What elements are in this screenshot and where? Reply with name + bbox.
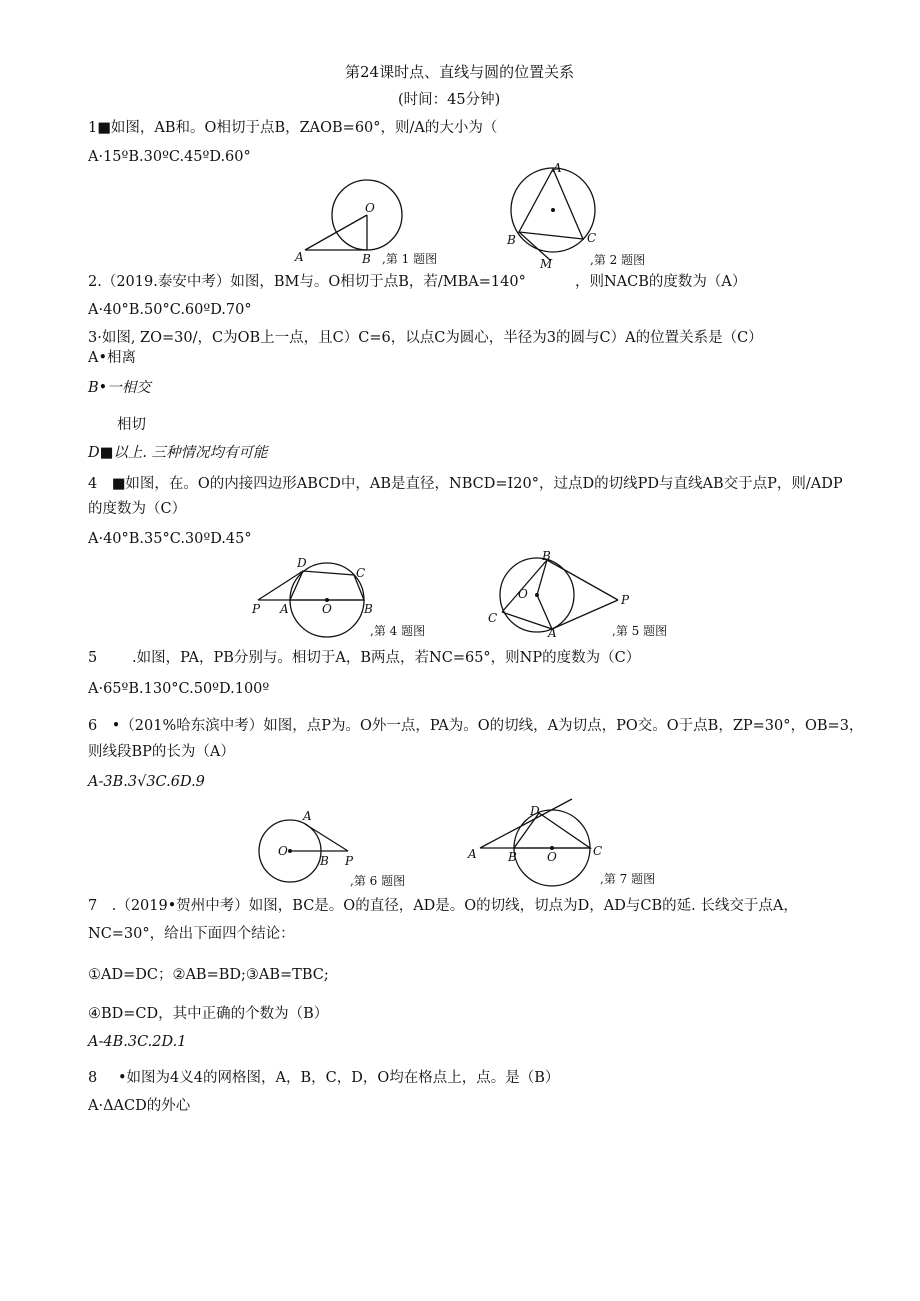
figure-1 <box>285 175 470 270</box>
q3-option-a: A•相离 <box>88 350 137 366</box>
q4-stem-line1: 4 ■如图，在。O的内接四边形ABCD中，AB是直径，NBCD=I20°，过点D的切线PD与直线AB交于点P，则/ADP <box>88 476 843 492</box>
fig7-label-o: O <box>547 850 557 864</box>
fig4-label-b: B <box>364 602 373 616</box>
figure-4 <box>250 553 450 643</box>
q6-stem-line2: 则线段BP的长为（A） <box>88 744 235 760</box>
fig1-label-a: A <box>295 250 304 264</box>
figure-2 <box>495 160 675 270</box>
q7-conclusions-2: ④BD=CD，其中正确的个数为（B） <box>88 1006 329 1022</box>
fig1-caption: ,第 1 题图 <box>382 252 438 266</box>
fig7-label-c: C <box>593 844 603 858</box>
q8-number: 8 <box>88 1070 98 1086</box>
figure-6 <box>250 805 450 890</box>
time-limit: (时间：45分钟) <box>398 92 501 108</box>
fig5-tangent-pb <box>547 560 618 600</box>
page-title: 第24课时点、直线与圆的位置关系 <box>345 63 575 81</box>
q4-options: A·40°B.35°C.30ºD.45° <box>88 531 252 547</box>
fig5-radius-oa <box>537 595 552 629</box>
fig5-tangent-pa <box>552 600 618 629</box>
q8-option-a: A·ΔACD的外心 <box>88 1098 191 1114</box>
fig2-label-c: C <box>587 231 597 245</box>
q5-stem: .如图，PA，PB分别与。相切于A，B两点，若NC=65°，则NP的度数为（C） <box>132 650 641 666</box>
fig5-chord-cb <box>502 560 547 612</box>
fig5-label-c: C <box>488 611 498 625</box>
fig7-triangle-bdc <box>514 813 590 848</box>
q7-stem-line2: NC=30°，给出下面四个结论： <box>88 926 295 942</box>
figure-7 <box>460 795 700 890</box>
fig5-label-o: O <box>518 587 528 601</box>
q1-stem: 1■如图，AB和。O相切于点B，ZAOB=60°，则/A的大小为（ <box>88 120 498 136</box>
fig1-line-ao <box>305 215 367 250</box>
fig4-quad-abcd <box>290 571 364 600</box>
fig2-label-m: M <box>540 257 553 270</box>
fig6-label-b: B <box>320 854 329 868</box>
q4-stem-line2: 的度数为（C） <box>88 501 187 517</box>
q5-number: 5 <box>88 650 98 666</box>
fig4-label-a: A <box>280 602 289 616</box>
fig7-caption: ,第 7 题图 <box>600 872 656 886</box>
fig4-label-c: C <box>356 566 366 580</box>
fig7-tangent-ad <box>480 799 572 848</box>
q5-options: A·65ºB.130°C.50ºD.100º <box>88 681 270 697</box>
fig1-label-b: B <box>362 252 371 266</box>
fig5-label-p: P <box>621 593 630 607</box>
q1-options: A·15ºB.30ºC.45ºD.60° <box>88 149 251 165</box>
fig5-label-b: B <box>542 550 551 563</box>
figure-5 <box>480 550 700 645</box>
q7-options: A-4B.3C.2D.1 <box>88 1034 187 1050</box>
fig7-label-b: B <box>508 850 517 864</box>
fig4-label-o: O <box>322 602 332 616</box>
fig6-label-a: A <box>303 809 312 823</box>
q2-options: A·40°B.50°C.60ºD.70° <box>88 302 252 318</box>
q3-option-c: 相切 <box>117 417 146 433</box>
fig6-caption: ,第 6 题图 <box>350 874 406 888</box>
fig4-label-p: P <box>252 602 261 616</box>
q2-stem-left: 2.（2019.泰安中考）如图，BM与。O相切于点B，若/MBA=140° <box>88 274 526 290</box>
fig2-triangle-abc <box>519 169 583 239</box>
q7-stem-line1: 7 .（2019•贺州中考）如图，BC是。O的直径，AD是。O的切线，切点为D，AD与CB的延. 长线交于点A， <box>88 898 798 914</box>
fig2-label-b: B <box>507 233 516 247</box>
fig5-caption: ,第 5 题图 <box>612 624 668 638</box>
fig2-caption: ,第 2 题图 <box>590 253 646 267</box>
q3-option-d: D■以上. 三种情况均有可能 <box>88 445 268 461</box>
fig6-label-o: O <box>278 844 288 858</box>
q2-stem-right: ，则NACB的度数为（A） <box>575 274 747 290</box>
fig2-tangent-bm <box>519 232 550 260</box>
q8-stem: •如图为4义4的网格图，A，B，C，D，O均在格点上，点。是（B） <box>118 1070 560 1086</box>
q6-options: A-3B.3√3C.6D.9 <box>88 774 205 790</box>
fig7-label-d: D <box>530 804 540 818</box>
fig5-label-a: A <box>548 626 557 640</box>
q7-conclusions-1: ①AD=DC；②AB=BD;③AB=TBC; <box>88 967 329 983</box>
fig4-label-d: D <box>297 556 307 570</box>
q3-option-b: B•一相交 <box>88 380 151 396</box>
fig1-label-o: O <box>365 201 375 215</box>
fig6-label-p: P <box>345 854 354 868</box>
q3-stem: 3·如图, ZO=30/，C为OB上一点，且C）C=6，以点C为圆心，半径为3的圆与C）A的位置关系是（C） <box>88 330 763 346</box>
q6-stem-line1: 6 •（201%哈东滨中考）如图，点P为。O外一点，PA为。O的切线，A为切点，PO交。O于点B，ZP=30°，OB=3， <box>88 718 864 734</box>
fig4-caption: ,第 4 题图 <box>370 624 426 638</box>
fig7-label-a: A <box>468 847 477 861</box>
fig2-label-a: A <box>553 161 562 175</box>
fig6-tangent-pa <box>305 824 348 851</box>
fig2-center <box>551 208 555 212</box>
